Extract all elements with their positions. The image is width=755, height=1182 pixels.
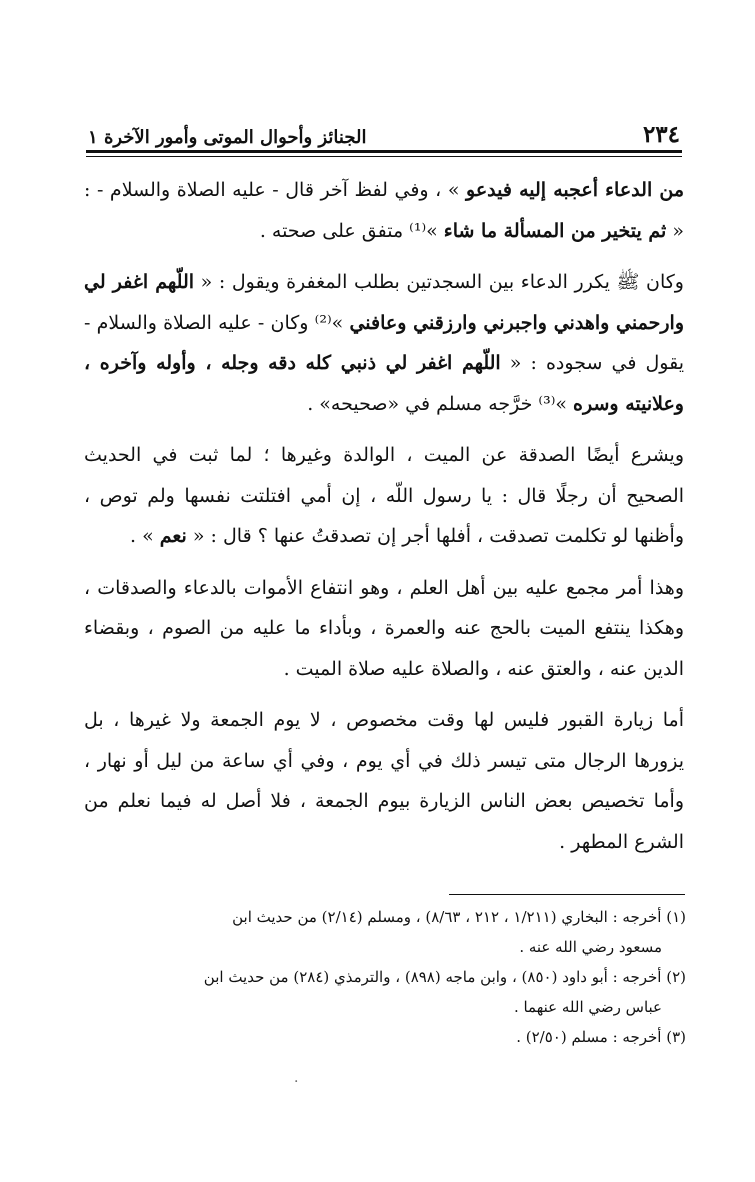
footnote xyxy=(90,962,686,1022)
text-run: » . xyxy=(129,525,160,547)
page-header xyxy=(88,108,680,148)
footnote xyxy=(90,1022,686,1052)
running-title: الجنائز وأحوال الموتى وأمور الآخرة ١ xyxy=(88,127,367,148)
paragraph xyxy=(84,568,684,690)
header-rule xyxy=(86,150,682,153)
footnote-line: (٣) أخرجه : مسلم (٢/٥٠) . xyxy=(516,1028,686,1046)
text-run: »⁽³⁾ خرَّجه مسلم في «صحيحه» . xyxy=(307,392,574,415)
text-run: نعم xyxy=(159,525,187,547)
text-run: أما زيارة القبور فليس لها وقت مخصوص ، لا يوم الجمعة ولا غيرها ، بل يزورها الرجال متى تيسر ذلك في أي يوم ، وفي أي ساعة من ليل أو نهار ، وأما تخصيص بعض الناس الزيارة بيوم الجمعة ، فلا أصل له فيما نعلم من الشرع المطهر . xyxy=(84,709,684,853)
body-text xyxy=(84,170,684,873)
text-run: »⁽¹⁾ متفق على صحته . xyxy=(259,219,444,242)
text-run: اللّهم اغفر لي ذنبي كله دقه وجله ، وأوله وآخره ، وعلانيته وسره xyxy=(84,352,684,415)
footer-mark: · xyxy=(294,1074,299,1090)
header-rule-thin xyxy=(86,156,682,157)
paragraph xyxy=(84,170,684,251)
footnote xyxy=(90,902,686,962)
footnote-line: عباس رضي الله عنهما . xyxy=(513,998,662,1016)
text-run: وكان ﷺ يكرر الدعاء بين السجدتين بطلب المغفرة ويقول : « xyxy=(194,271,684,293)
footnotes xyxy=(90,902,686,1052)
paragraph xyxy=(84,262,684,424)
footnote-line: (٢) أخرجه : أبو داود (٨٥٠) ، وابن ماجه (٨٩٨) ، والترمذي (٢٨٤) من حديث ابن xyxy=(203,968,686,986)
footnote-line: (١) أخرجه : البخاري (١/٢١١ ، ٢١٢ ، ٨/٦٣) ، ومسلم (٢/١٤) من حديث ابن xyxy=(232,908,686,926)
page-number: ٢٣٤ xyxy=(642,121,680,148)
text-run: ثم يتخير من المسألة ما شاء xyxy=(443,219,667,242)
footnote-line: مسعود رضي الله عنه . xyxy=(519,938,662,956)
paragraph xyxy=(84,700,684,862)
paragraph xyxy=(84,435,684,557)
text-run: اللّهم اغفر لي وارحمني واهدني واجبرني وارزقني وعافني xyxy=(84,271,684,334)
footnote-rule xyxy=(449,894,685,895)
text-run: » ، وفي لفظ آخر قال - عليه الصلاة والسلام - : « xyxy=(84,179,684,242)
text-run: من الدعاء أعجبه إليه فيدعو xyxy=(466,179,684,201)
text-run: »⁽²⁾ وكان - عليه الصلاة والسلام - يقول في سجوده : « xyxy=(84,311,684,374)
text-run: ويشرع أيضًا الصدقة عن الميت ، الوالدة وغيرها ؛ لما ثبت في الحديث الصحيح أن رجلًا قال : يا رسول اللّه ، إن أمي افتلتت نفسها ولم توص ، وأظنها لو تكلمت تصدقت ، أفلها أجر إن تصدقتُ عنها ؟ قال : « xyxy=(84,444,684,547)
text-run: وهذا أمر مجمع عليه بين أهل العلم ، وهو انتفاع الأموات بالدعاء والصدقات ، وهكذا ينتفع الميت بالحج عنه والعمرة ، وبأداء ما عليه من الصوم ، وبقضاء الدين عنه ، والعتق عنه ، والصلاة عليه صلاة الميت . xyxy=(84,576,684,680)
